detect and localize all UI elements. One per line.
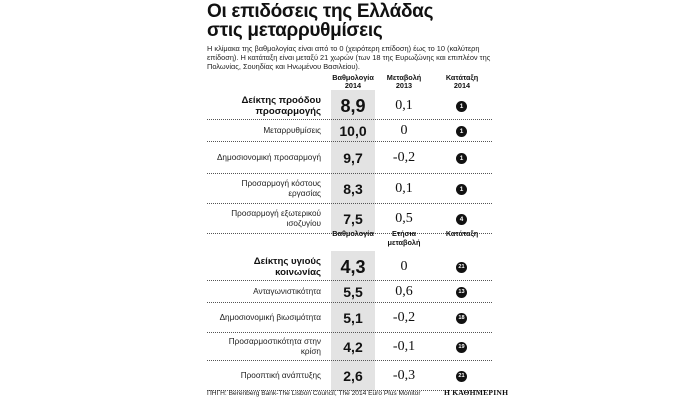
change-value: 0 — [400, 123, 408, 138]
change-value: 0,5 — [395, 211, 413, 226]
change-value: 0,1 — [395, 98, 413, 113]
row-label: Προοπτική ανάπτυξης — [240, 371, 321, 380]
score-value: 8,3 — [343, 181, 363, 197]
row-label: Προσαρμογή εξωτερικού ισοζυγίου — [231, 209, 321, 228]
score-value: 5,1 — [343, 310, 363, 326]
rank-badge: 1 — [456, 101, 467, 112]
rank-badge: 1 — [456, 184, 467, 195]
score-value: 2,6 — [343, 368, 363, 384]
change-value: -0,1 — [392, 339, 416, 354]
column-header: Μεταβολή 2013 — [386, 72, 422, 90]
rank-badge: 4 — [456, 214, 467, 225]
publisher-logo: Η ΚΑΘΗΜΕΡΙΝΗ — [444, 388, 509, 397]
chart-title-line1: Οι επιδόσεις της Ελλάδας — [207, 1, 434, 22]
score-value: 7,5 — [343, 211, 363, 227]
score-value: 5,5 — [343, 284, 363, 300]
chart-subtitle: Η κλίμακα της βαθμολογίας είναι από το 0 (χειρότερη επίδοση) έως το 10 (καλύτερη επίδοση). Η κατάταξη είναι μεταξύ 21 χωρών (των 18 της Ευρωζώνης και επιπλέον της Πολωνίας, Σουηδίας και Ηνωμένου Βασιλείου). — [207, 44, 491, 71]
row-label: Προσαρμοστικότητα στην κρίση — [228, 337, 321, 356]
change-value: 0 — [400, 259, 408, 274]
rank-badge: 21 — [456, 371, 467, 382]
row-label: Δείκτης υγιούς κοινωνίας — [253, 256, 321, 278]
change-value: -0,2 — [392, 150, 416, 165]
row-label: Δημοσιονομική προσαρμογή — [216, 153, 321, 162]
score-value: 10,0 — [339, 123, 367, 139]
source-note: ΠΗΓΗ: Berenberg Bank-The Lisbon Council, The 2014 Euro Plus Monitor — [207, 390, 421, 397]
rank-badge: 1 — [456, 126, 467, 137]
rank-badge: 1 — [456, 153, 467, 164]
rank-badge: 18 — [456, 313, 467, 324]
score-value: 9,7 — [343, 150, 363, 166]
row-label: Μεταρρυθμίσεις — [263, 126, 321, 135]
change-value: 0,1 — [395, 181, 413, 196]
column-header: Κατάταξη — [445, 229, 479, 239]
rank-badge: 19 — [456, 342, 467, 353]
score-value: 4,2 — [343, 339, 363, 355]
column-header: Βαθμολογία 2014 — [332, 72, 374, 90]
column-header: Κατάταξη 2014 — [445, 72, 479, 90]
rank-badge: 13 — [456, 287, 467, 298]
column-header: Βαθμολογία — [332, 229, 374, 239]
column-header: Ετήσια μεταβολή — [387, 229, 421, 247]
row-label: Ανταγωνιστικότητα — [253, 287, 321, 296]
row-label: Προσαρμογή κόστους εργασίας — [241, 179, 321, 198]
chart-title-line2: στις μεταρρυθμίσεις — [207, 20, 383, 41]
score-value: 8,9 — [340, 95, 366, 116]
row-label: Δημοσιονομική βιωσιμότητα — [219, 313, 321, 322]
rank-badge: 21 — [456, 262, 467, 273]
row-label: Δείκτης προόδου προσαρμογής — [241, 95, 321, 117]
change-value: -0,2 — [392, 310, 416, 325]
score-value: 4,3 — [340, 256, 366, 277]
change-value: 0,6 — [395, 284, 413, 299]
change-value: -0,3 — [392, 368, 416, 383]
